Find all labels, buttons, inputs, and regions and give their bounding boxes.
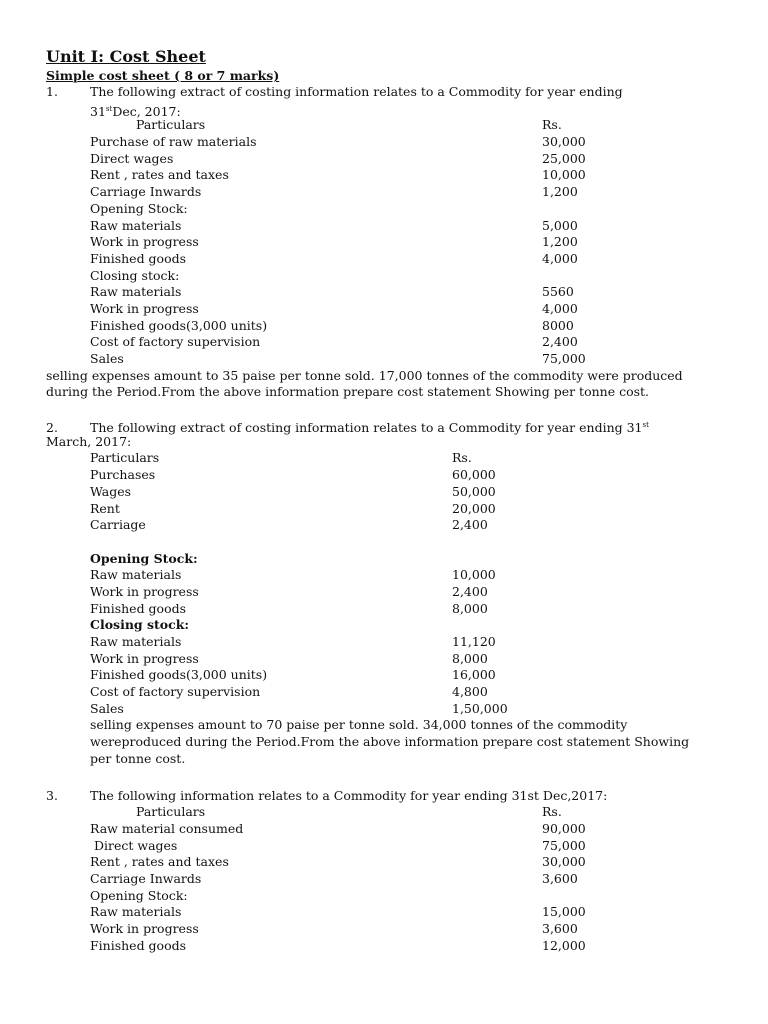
table-row <box>46 921 736 938</box>
table-header <box>46 117 736 134</box>
row-value: 4,800 <box>452 684 488 700</box>
row-label: Finished goods(3,000 units) <box>90 317 268 333</box>
row-value: 8,000 <box>452 600 488 616</box>
row-label: Purchases <box>90 467 156 483</box>
row-label: Raw materials <box>90 284 182 300</box>
intro-text: The following information relates to a Commodity for year ending 31st Dec,2017: <box>90 787 608 803</box>
table-row <box>46 567 736 584</box>
row-label: Finished goods <box>90 250 187 266</box>
row-label: Direct wages <box>90 150 174 166</box>
row-label: Opening Stock: <box>90 200 188 216</box>
question-1-closing-2: during the Period.From the above information prepare cost statement Showing per tonne cost. <box>46 384 650 400</box>
row-value: 30,000 <box>542 854 586 870</box>
row-label: Raw materials <box>90 567 182 583</box>
row-label: Opening Stock: <box>90 887 188 903</box>
row-label: Cost of factory supervision <box>90 334 261 350</box>
question-2-date: March, 2017: <box>46 433 132 449</box>
row-label: Work in progress <box>90 300 199 316</box>
table-row <box>46 151 736 168</box>
table-row <box>46 938 736 955</box>
row-value: 10,000 <box>542 167 586 183</box>
table-row <box>46 284 736 301</box>
opening-stock-heading <box>46 551 736 568</box>
row-label: Rent <box>90 500 120 516</box>
table-row <box>46 501 736 518</box>
question-2-closing-2: wereproduced during the Period.From the above information prepare cost statement Showing <box>90 734 690 750</box>
row-value: 1,200 <box>542 234 578 250</box>
particulars-header: Particulars <box>136 117 206 133</box>
row-value: 25,000 <box>542 150 586 166</box>
row-value: 16,000 <box>452 667 496 683</box>
table-row <box>46 334 736 351</box>
table-row <box>46 301 736 318</box>
table-row <box>46 821 736 838</box>
table-row <box>46 184 736 201</box>
question-1-intro <box>46 84 736 101</box>
row-value: 8,000 <box>452 650 488 666</box>
row-value: 15,000 <box>542 904 586 920</box>
question-1-closing-1: selling expenses amount to 35 paise per tonne sold. 17,000 tonnes of the commodity were produced <box>46 367 683 383</box>
page-title: Unit I: Cost Sheet <box>46 47 206 66</box>
row-value: 75,000 <box>542 837 586 853</box>
question-2-closing-3: per tonne cost. <box>90 750 186 766</box>
row-value: 2,400 <box>542 334 578 350</box>
row-value: 4,000 <box>542 300 578 316</box>
table-row <box>46 167 736 184</box>
table-row <box>46 251 736 268</box>
heading-text: Opening Stock: <box>90 550 198 566</box>
row-label: Rent , rates and taxes <box>90 854 229 870</box>
table-row <box>46 854 736 871</box>
row-value: 30,000 <box>542 134 586 150</box>
table-header <box>46 450 736 467</box>
table-row <box>46 601 736 618</box>
row-value: 11,120 <box>452 634 496 649</box>
table-row <box>46 467 736 484</box>
row-label: Work in progress <box>90 234 199 250</box>
date-suffix: st <box>642 421 649 430</box>
intro-text: The following extract of costing information relates to a Commodity for year ending <box>90 84 623 99</box>
question-number: 2. <box>46 420 58 436</box>
row-label: Work in progress <box>90 921 199 936</box>
date-suffix: st <box>105 104 113 113</box>
row-value: 5560 <box>542 284 574 300</box>
row-value: 12,000 <box>542 937 586 953</box>
row-value: 10,000 <box>452 567 496 583</box>
table-row <box>46 517 736 534</box>
question-3 <box>46 788 736 955</box>
row-label: Raw materials <box>90 217 182 233</box>
closing-stock-heading <box>46 617 736 634</box>
question-1-date <box>46 101 736 118</box>
row-value: 3,600 <box>542 870 578 886</box>
date-rest: Dec, 2017: <box>112 103 181 119</box>
row-label: Sales <box>90 700 124 716</box>
table-row <box>46 838 736 855</box>
row-value: 8000 <box>542 317 574 333</box>
table-row <box>46 234 736 251</box>
row-label: Rent , rates and taxes <box>90 167 229 183</box>
table-row <box>46 904 736 921</box>
particulars-header: Particulars <box>136 804 206 820</box>
row-label: Closing stock: <box>90 267 180 283</box>
date-day: 31 <box>90 103 106 119</box>
row-value: 90,000 <box>542 820 586 836</box>
row-label: Cost of factory supervision <box>90 684 261 700</box>
row-value: 3,600 <box>542 921 578 936</box>
row-value: 50,000 <box>452 483 496 499</box>
table-header <box>46 804 736 821</box>
table-row <box>46 634 736 651</box>
row-label: Finished goods <box>90 600 187 616</box>
row-value: 4,000 <box>542 250 578 266</box>
row-value: 75,000 <box>542 351 586 366</box>
table-row <box>46 684 736 701</box>
document-page <box>46 48 736 954</box>
table-row <box>46 651 736 668</box>
intro-text: The following extract of costing information relates to a Commodity for year ending 31 <box>90 420 643 436</box>
amount-header: Rs. <box>542 117 562 133</box>
table-row <box>46 218 736 235</box>
row-label: Carriage <box>90 517 146 533</box>
question-2-intro <box>46 417 736 434</box>
row-label: Carriage Inwards <box>90 870 202 886</box>
amount-header: Rs. <box>452 450 472 466</box>
question-2 <box>46 417 736 767</box>
row-label: Work in progress <box>90 650 199 666</box>
row-value: 1,200 <box>542 184 578 200</box>
row-value: 1,50,000 <box>452 700 508 716</box>
row-value: 5,000 <box>542 217 578 233</box>
table-row <box>46 134 736 151</box>
table-row <box>46 318 736 335</box>
row-label: Raw materials <box>90 634 182 649</box>
row-label: Wages <box>90 483 132 499</box>
row-value: 20,000 <box>452 500 496 516</box>
amount-header: Rs. <box>542 804 562 820</box>
row-label: Purchase of raw materials <box>90 134 257 150</box>
table-row <box>46 351 736 368</box>
heading-text: Closing stock: <box>90 617 190 633</box>
question-1 <box>46 84 736 401</box>
table-row <box>46 888 736 905</box>
row-label: Finished goods <box>90 937 187 953</box>
row-label: Raw material consumed <box>90 820 244 836</box>
question-2-closing-1: selling expenses amount to 70 paise per tonne sold. 34,000 tonnes of the commodity <box>90 717 628 733</box>
particulars-header: Particulars <box>90 450 160 466</box>
question-number: 3. <box>46 787 58 803</box>
table-row <box>46 484 736 501</box>
question-number: 1. <box>46 84 58 99</box>
table-row <box>46 584 736 601</box>
section-subtitle: Simple cost sheet ( 8 or 7 marks) <box>46 68 280 83</box>
table-row <box>46 268 736 285</box>
question-3-intro <box>46 788 736 805</box>
table-row <box>46 667 736 684</box>
table-row <box>46 701 736 718</box>
row-value: 60,000 <box>452 467 496 483</box>
row-label: Finished goods(3,000 units) <box>90 667 268 683</box>
row-value: 2,400 <box>452 583 488 599</box>
row-label: Carriage Inwards <box>90 184 202 200</box>
row-label: Direct wages <box>90 837 178 853</box>
table-row <box>46 201 736 218</box>
row-label: Work in progress <box>90 583 199 599</box>
table-row <box>46 871 736 888</box>
row-label: Sales <box>90 351 124 366</box>
row-value: 2,400 <box>452 517 488 533</box>
row-label: Raw materials <box>90 904 182 920</box>
